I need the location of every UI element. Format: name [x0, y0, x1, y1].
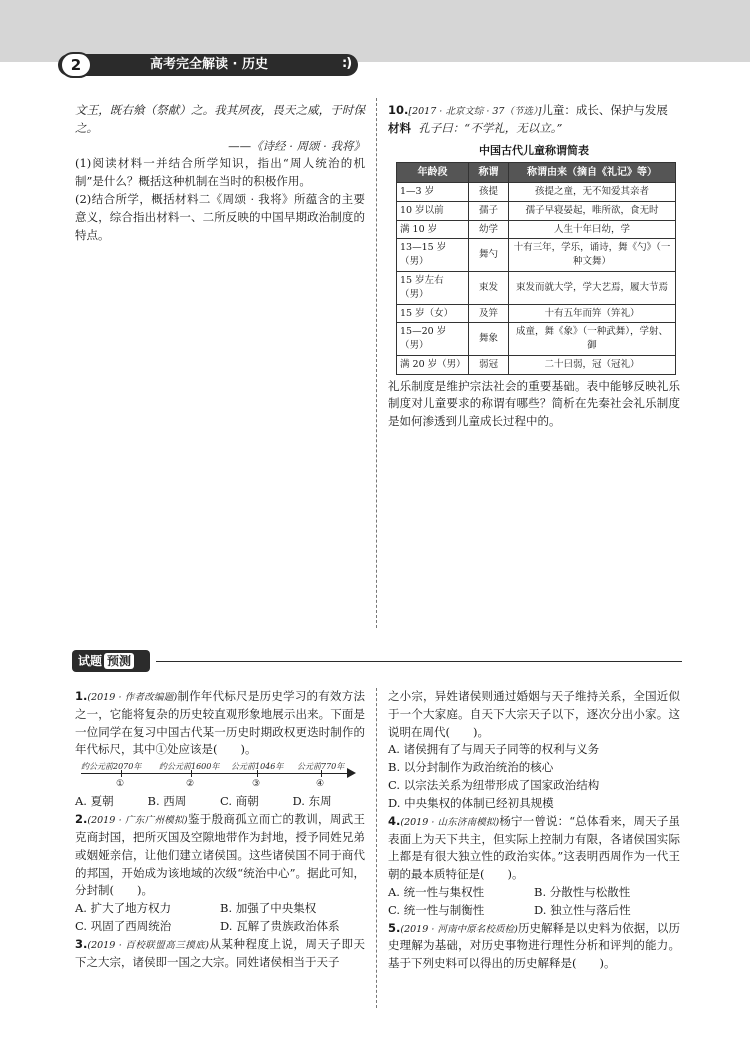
table-header-row [397, 162, 676, 183]
origin-cell: 十有三年，学乐，诵诗，舞《勺》（一种文舞） [509, 239, 676, 272]
title-cell: 及笄 [469, 304, 509, 323]
option-b[interactable]: B. 分散性与松散性 [534, 884, 631, 899]
origin-cell: 二十曰弱，冠（冠礼） [509, 355, 676, 374]
option-a[interactable]: A. 扩大了地方权力 [75, 901, 172, 916]
q1-stem [75, 688, 365, 759]
timeline-label: 公元前1046年 [231, 762, 284, 772]
timeline [81, 761, 361, 791]
age-cell: 1—3 岁 [397, 183, 469, 202]
timeline-mark: ① [116, 779, 125, 790]
header-title: 高考完全解读 · 历史 [150, 57, 268, 72]
origin-cell: 人生十年曰幼，学 [509, 220, 676, 239]
q10-question: 礼乐制度是维护宗法社会的重要基础。表中能够反映礼乐制度对儿童要求的称谓有哪些？简析在先秦社会礼乐制度是如何渗透到儿童成长过程中的。 [388, 378, 680, 429]
q2-text: 鉴于殷商孤立而亡的教训，周武王克商封国，把所灭国及空隙地带作为封地，授予同姓兄弟或姻娅亲信，让他们建立诸侯国。这些诸侯国不同于商代的邦国，开始成为该地域的次级“统治中心”。据此可知，分封制( )。 [75, 812, 365, 898]
title-cell: 孩提 [469, 183, 509, 202]
q3-stem [75, 936, 365, 972]
age-cell: 满 20 岁（男） [397, 355, 469, 374]
age-cell: 15 岁左右（男） [397, 272, 469, 305]
timeline-label: 约公元前1600年 [159, 762, 220, 772]
timeline-tick [121, 770, 122, 777]
top-band [0, 0, 750, 62]
q4-number: 4. [388, 813, 401, 828]
age-cell: 13—15 岁（男） [397, 239, 469, 272]
option-b[interactable]: B. 以分封制作为政治统治的核心 [388, 760, 554, 775]
q10-material [388, 120, 680, 138]
table-row [397, 355, 676, 374]
origin-cell: 成童，舞《象》（一种武舞），学射、御 [509, 323, 676, 356]
title-cell: 孺子 [469, 201, 509, 220]
table-header: 称谓 [469, 162, 509, 183]
q5-stem [388, 920, 680, 973]
q3-options [388, 741, 680, 812]
option-b[interactable]: B. 西周 [147, 794, 187, 809]
option-c[interactable]: C. 商朝 [220, 794, 259, 809]
section-rule [156, 661, 682, 662]
q4-source: (2019 · 山东济南模拟) [400, 816, 500, 828]
origin-cell: 束发而就大学，学大艺焉，履大节焉 [509, 272, 676, 305]
q2-stem [75, 811, 365, 900]
q1-text: 制作年代标尺是历史学习的有效方法之一，它能将复杂的历史较直观形象地展示出来。下面是一位同学在复习中国古代某一历史时期政权更迭时制作的年代标尺，其中①处应该是( )。 [75, 689, 366, 757]
option-c[interactable]: C. 巩固了西周统治 [75, 918, 172, 933]
mc-left-column [75, 688, 365, 971]
age-cell: 10 岁以前 [397, 201, 469, 220]
table-header: 称谓由来（摘自《礼记》等） [509, 162, 676, 183]
q5-text: 历史解释是以史料为依据，以历史理解为基础，对历史事物进行理性分析和评判的能力。基于下列史料可以得出的历史解释是( )。 [388, 920, 681, 971]
option-d[interactable]: D. 瓦解了贵族政治体系 [220, 918, 340, 933]
title-cell: 束发 [469, 272, 509, 305]
table-row [397, 323, 676, 356]
table-row [397, 239, 676, 272]
q4-stem [388, 813, 680, 884]
title-cell: 舞勺 [469, 239, 509, 272]
option-a[interactable]: A. 诸侯拥有了与周天子同等的权利与义务 [388, 742, 600, 757]
title-cell: 舞象 [469, 323, 509, 356]
timeline-tick [321, 770, 322, 777]
origin-cell: 孩提之童，无不知爱其亲者 [509, 183, 676, 202]
option-b[interactable]: B. 加强了中央集权 [220, 901, 317, 916]
mc-right-column [388, 688, 680, 973]
q3-continued: 之小宗，异姓诸侯则通过婚姻与天子维持关系，全国近似于一个大家庭。自天下大宗天子以下，逐次分出小家。这说明在周代( )。 [388, 689, 680, 739]
timeline-label: 约公元前2070年 [81, 762, 142, 772]
q3-number: 3. [75, 936, 88, 951]
q2-number: 2. [75, 812, 88, 827]
option-c[interactable]: C. 统一性与制衡性 [388, 902, 485, 917]
q3-text: 从某种程度上说，周天子即天下之大宗，诸侯即一国之大宗。同姓诸侯相当于天子 [75, 936, 365, 969]
table-row [397, 201, 676, 220]
material-label: 材料 [388, 120, 411, 135]
table-row [397, 220, 676, 239]
section-badge [72, 650, 150, 672]
title-cell: 幼学 [469, 220, 509, 239]
material-text: 文王，既右飨（祭献）之。我其夙夜，畏天之威，于时保之。 [75, 103, 365, 135]
q3-source: (2019 · 百校联盟高三摸底) [87, 939, 210, 951]
option-a[interactable]: A. 夏朝 [75, 794, 114, 809]
section-header [72, 650, 682, 676]
q4-text: 杨宁一曾说：“总体看来，周天子虽表面上为天下共主，但实际上控制力有限，各诸侯国实际上都是有很大独立性的政治实体。”这表明西周作为一代王朝的最本质特征是( )。 [388, 813, 680, 882]
timeline-tick [191, 770, 192, 777]
q1-options [75, 793, 365, 811]
q4-options [388, 884, 680, 920]
origin-cell: 孺子早寝晏起，唯所欲，食无时 [509, 201, 676, 220]
table-row [397, 183, 676, 202]
column-divider [376, 98, 377, 628]
option-d[interactable]: D. 独立性与落后性 [534, 902, 631, 917]
timeline-mark: ③ [252, 779, 261, 790]
q2-source: (2019 · 广东广州模拟) [87, 815, 188, 827]
q10-number: 10. [388, 103, 409, 117]
section-label-a: 试题 [78, 654, 103, 668]
material-quote: 孔子曰：“不学礼，无以立。” [418, 120, 563, 135]
option-d[interactable]: D. 中央集权的体制已经初具规模 [388, 795, 554, 810]
table-row [397, 304, 676, 323]
timeline-mark: ② [186, 779, 195, 790]
timeline-mark: ④ [316, 779, 325, 790]
page-number: 2 [60, 52, 92, 78]
header-deco-icon: :) [342, 56, 352, 71]
left-column [75, 102, 365, 245]
question-part-1: (1)阅读材料一并结合所学知识，指出“周人统治的机制”是什么？概括这种机制在当时的积极作用。 [75, 156, 365, 189]
q2-options [75, 900, 365, 936]
option-c[interactable]: C. 以宗法关系为纽带形成了国家政治结构 [388, 778, 600, 793]
origin-cell: 十有五年而笄（笄礼） [509, 304, 676, 323]
timeline-tick [257, 770, 258, 777]
q5-number: 5. [388, 920, 401, 935]
title-cell: 弱冠 [469, 355, 509, 374]
column-divider [376, 688, 377, 1008]
section-label-b: 预测 [104, 653, 134, 669]
question-part-2: (2)结合所学，概括材料二《周颂 · 我将》所蕴含的主要意义，综合指出材料一、二所反映的中国早期政治制度的特点。 [75, 192, 365, 242]
age-cell: 15—20 岁（男） [397, 323, 469, 356]
q1-number: 1. [75, 689, 88, 703]
q1-source: (2019 · 作者改编题) [87, 692, 178, 703]
table-row [397, 272, 676, 305]
timeline-label: 公元前770年 [297, 762, 345, 772]
table-title: 中国古代儿童称谓简表 [479, 143, 589, 157]
timeline-arrow-icon [347, 768, 356, 778]
title-table [396, 162, 676, 375]
age-cell: 满 10 岁 [397, 220, 469, 239]
right-column [388, 102, 680, 431]
q10-source: [2017 · 北京文综 · 37（节选）] [408, 106, 542, 117]
age-cell: 15 岁（女） [397, 304, 469, 323]
option-d[interactable]: D. 东周 [292, 794, 332, 809]
q5-source: (2019 · 河南中原名校质检) [400, 923, 518, 935]
q10-stem: 儿童：成长、保护与发展 [541, 103, 668, 117]
q10-heading [388, 102, 680, 120]
option-a[interactable]: A. 统一性与集权性 [388, 884, 485, 899]
material-source: ——《诗经 · 周颂 · 我将》 [228, 138, 365, 153]
table-header: 年龄段 [397, 162, 469, 183]
